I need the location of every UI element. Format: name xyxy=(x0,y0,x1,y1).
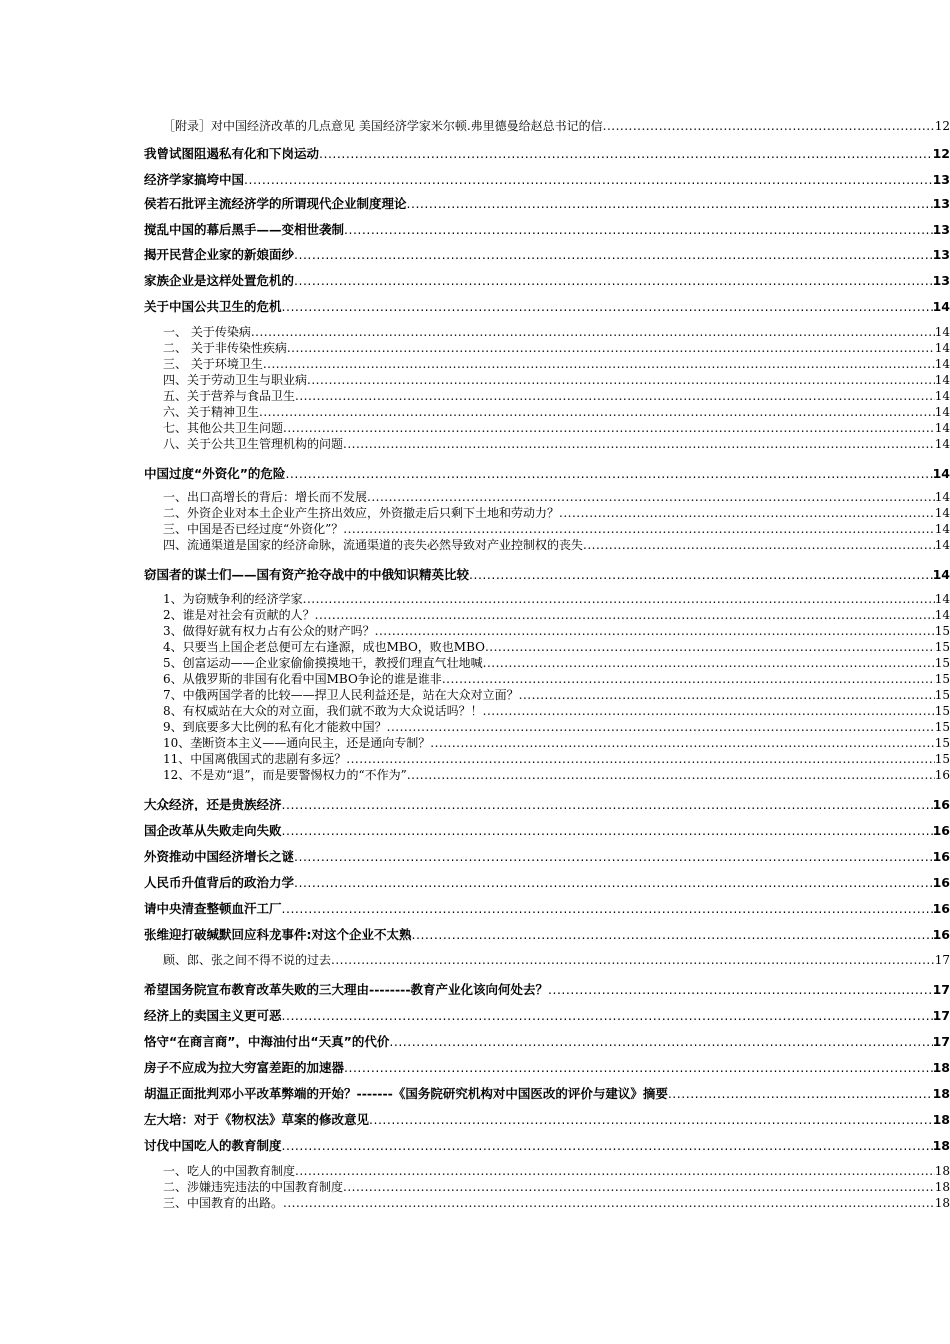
toc-page-number: 17 xyxy=(932,982,950,996)
dot-leader xyxy=(407,196,933,210)
dot-leader xyxy=(285,466,932,480)
toc-entry[interactable] xyxy=(144,271,950,287)
toc-entry[interactable] xyxy=(144,464,950,480)
dot-leader xyxy=(668,1086,933,1100)
dot-leader xyxy=(369,1112,933,1126)
toc-page-number: 15 xyxy=(934,672,950,686)
toc-page-number: 14 xyxy=(934,522,950,536)
toc-entry[interactable] xyxy=(144,194,950,210)
toc-entry-title: 二、 关于非传染性疾病 xyxy=(163,341,287,355)
toc-subentry[interactable] xyxy=(163,419,950,435)
toc-entry[interactable] xyxy=(144,795,950,811)
toc-entry[interactable] xyxy=(144,245,950,261)
toc-entry-title: 搅乱中国的幕后黑手——变相世袭制 xyxy=(144,222,345,236)
toc-entry-title: 恪守“在商言商”，中海油付出“天真”的代价 xyxy=(144,1034,390,1048)
dot-leader xyxy=(331,953,935,967)
toc-subentry[interactable] xyxy=(163,117,950,133)
dot-leader xyxy=(442,672,935,686)
dot-leader xyxy=(343,1180,935,1194)
dot-leader xyxy=(294,247,933,261)
toc-entry[interactable] xyxy=(144,821,950,837)
toc-entry-title: 讨伐中国吃人的教育制度 xyxy=(144,1138,282,1152)
dot-leader xyxy=(315,608,935,622)
toc-page-number: 15 xyxy=(934,704,950,718)
toc-subentry[interactable] xyxy=(163,670,950,686)
toc-page-number: 14 xyxy=(932,466,950,480)
toc-entry[interactable] xyxy=(144,1136,950,1152)
dot-leader xyxy=(295,389,935,403)
dot-leader xyxy=(343,522,934,536)
toc-page-number: 14 xyxy=(934,341,950,355)
dot-leader xyxy=(367,490,935,504)
toc-page-number: 14 xyxy=(934,506,950,520)
toc-entry-title: 二、外资企业对本土企业产生挤出效应，外资撤走后只剩下土地和劳动力？ xyxy=(163,506,560,520)
dot-leader xyxy=(282,299,933,313)
toc-entry-title: 请中央清查整顿血汗工厂 xyxy=(144,901,282,915)
toc-entry-title: 4、只要当上国企老总便可左右逢源，成也MBO，败也MBO xyxy=(163,640,485,654)
toc-page-number: 17 xyxy=(932,1034,950,1048)
toc-subentry[interactable] xyxy=(163,590,950,606)
dot-leader xyxy=(344,222,933,236)
toc-page-number: 16 xyxy=(932,823,950,837)
toc-page-number: 17 xyxy=(932,1008,950,1022)
toc-entry[interactable] xyxy=(144,873,950,889)
toc-entry[interactable] xyxy=(144,220,950,236)
toc-subentry[interactable] xyxy=(163,435,950,451)
toc-entry-title: 一、 关于传染病 xyxy=(163,325,251,339)
toc-page-number: 12 xyxy=(932,146,950,160)
dot-leader xyxy=(263,357,935,371)
toc-entry[interactable] xyxy=(144,170,950,186)
toc-page-number: 13 xyxy=(932,172,950,186)
dot-leader xyxy=(319,146,933,160)
toc-subentry[interactable] xyxy=(163,355,950,371)
toc-subentry[interactable] xyxy=(163,1178,950,1194)
toc-subentry[interactable] xyxy=(163,654,950,670)
toc-page-number: 12 xyxy=(934,119,950,133)
toc-subentry[interactable] xyxy=(163,1162,950,1178)
toc-entry-title: 揭开民营企业家的新娘面纱 xyxy=(144,247,295,261)
toc-entry[interactable] xyxy=(144,1084,950,1100)
toc-subentry[interactable] xyxy=(163,750,950,766)
dot-leader xyxy=(389,1034,932,1048)
toc-subentry[interactable] xyxy=(163,371,950,387)
toc-entry-title: 一、出口高增长的背后：增长而不发展 xyxy=(163,490,368,504)
dot-leader xyxy=(244,172,933,186)
toc-entry-title: 二、涉嫌违宪违法的中国教育制度 xyxy=(163,1180,344,1194)
toc-page-number: 18 xyxy=(932,1138,950,1152)
toc-entry-title: 人民币升值背后的政治力学 xyxy=(144,875,295,889)
toc-entry-title: 三、中国是否已经过度“外资化”？ xyxy=(163,522,344,536)
toc-entry-title: 3、做得好就有权力占有公众的财产吗？ xyxy=(163,624,375,638)
dot-leader xyxy=(251,325,935,339)
toc-page-number: 14 xyxy=(934,405,950,419)
dot-leader xyxy=(282,797,933,811)
toc-entry-title: 四、关于劳动卫生与职业病 xyxy=(163,373,308,387)
toc-entry-title: 1、为窃贼争利的经济学家 xyxy=(163,592,303,606)
toc-subentry[interactable] xyxy=(163,951,950,967)
toc-page-number: 14 xyxy=(934,538,950,552)
toc-page-number: 16 xyxy=(934,768,950,782)
dot-leader xyxy=(387,720,935,734)
toc-entry-title: 顾、郎、张之间不得不说的过去 xyxy=(163,953,332,967)
toc-entry-title: 胡温正面批判邓小平改革弊端的开始？-------《国务院研究机构对中国医改的评价与建议》摘要 xyxy=(144,1086,668,1100)
dot-leader xyxy=(469,567,933,581)
dot-leader xyxy=(287,341,935,355)
toc-entry[interactable] xyxy=(144,1058,950,1074)
toc-entry[interactable] xyxy=(144,1032,950,1048)
toc-subentry[interactable] xyxy=(163,520,950,536)
dot-leader xyxy=(603,119,935,133)
dot-leader xyxy=(346,752,934,766)
toc-entry-title: 12、不是劝“退”，而是要警惕权力的“不作为” xyxy=(163,768,407,782)
toc-page-number: 16 xyxy=(932,849,950,863)
toc-page-number: 15 xyxy=(934,752,950,766)
dot-leader xyxy=(483,704,935,718)
dot-leader xyxy=(519,688,935,702)
dot-leader xyxy=(295,1164,935,1178)
toc-page-number: 14 xyxy=(934,608,950,622)
toc-entry-title: ［附录］对中国经济改革的几点意见 美国经济学家米尔顿.弗里德曼给赵总书记的信 xyxy=(163,119,603,133)
toc-subentry[interactable] xyxy=(163,1194,950,1210)
dot-leader xyxy=(282,1008,933,1022)
dot-leader xyxy=(407,768,935,782)
toc-page-number: 18 xyxy=(932,1060,950,1074)
toc-page-number: 14 xyxy=(932,567,950,581)
toc-entry-title: 四、流通渠道是国家的经济命脉，流通渠道的丧失必然导致对产业控制权的丧失 xyxy=(163,538,584,552)
toc-entry-title: 大众经济，还是贵族经济 xyxy=(144,797,282,811)
toc-entry-title: 七、其他公共卫生问题 xyxy=(163,421,284,435)
toc-page-number: 16 xyxy=(932,927,950,941)
toc-subentry[interactable] xyxy=(163,403,950,419)
toc-subentry[interactable] xyxy=(163,734,950,750)
toc-entry-title: 三、 关于环境卫生 xyxy=(163,357,263,371)
toc-entry-title: 张维迎打破缄默回应科龙事件:对这个企业不太熟 xyxy=(144,927,412,941)
toc-entry-title: 8、有权威站在大众的对立面，我们就不敢为大众说话吗？！ xyxy=(163,704,483,718)
toc-entry-title: 六、关于精神卫生 xyxy=(163,405,260,419)
dot-leader xyxy=(283,1196,935,1210)
toc-entry-title: 窃国者的谋士们——国有资产抢夺战中的中俄知识精英比较 xyxy=(144,567,470,581)
toc-subentry[interactable] xyxy=(163,718,950,734)
toc-entry-title: 关于中国公共卫生的危机 xyxy=(144,299,282,313)
toc-page-number: 14 xyxy=(934,592,950,606)
toc-entry-title: 7、中俄两国学者的比较——捍卫人民利益还是，站在大众对立面？ xyxy=(163,688,519,702)
dot-leader xyxy=(294,273,933,287)
toc-entry[interactable] xyxy=(144,297,950,313)
dot-leader xyxy=(559,506,935,520)
toc-entry-title: 侯若石批评主流经济学的所谓现代企业制度理论 xyxy=(144,196,407,210)
dot-leader xyxy=(282,823,933,837)
toc-entry-title: 11、中国离俄国式的悲剧有多远？ xyxy=(163,752,347,766)
toc-entry-title: 外资推动中国经济增长之谜 xyxy=(144,849,295,863)
toc-subentry[interactable] xyxy=(163,638,950,654)
toc-subentry[interactable] xyxy=(163,606,950,622)
dot-leader xyxy=(344,1060,933,1074)
toc-entry-title: 5、创富运动——企业家偷偷摸摸地干，教授们理直气壮地喊 xyxy=(163,656,483,670)
toc-subentry[interactable] xyxy=(163,702,950,718)
toc-page-number: 15 xyxy=(934,640,950,654)
toc-page-number: 18 xyxy=(934,1196,950,1210)
toc-entry-title: 10、垄断资本主义——通向民主，还是通向专制？ xyxy=(163,736,431,750)
toc-subentry[interactable] xyxy=(163,488,950,504)
dot-leader xyxy=(283,421,935,435)
toc-page-number: 17 xyxy=(934,953,950,967)
toc-page-number: 13 xyxy=(932,247,950,261)
toc-entry[interactable] xyxy=(144,899,950,915)
dot-leader xyxy=(375,624,935,638)
toc-page-number: 15 xyxy=(934,656,950,670)
toc-entry-title: 三、中国教育的出路。 xyxy=(163,1196,284,1210)
toc-entry-title: 家族企业是这样处置危机的 xyxy=(144,273,295,287)
dot-leader xyxy=(343,437,935,451)
dot-leader xyxy=(282,901,933,915)
toc-entry-title: 国企改革从失败走向失败 xyxy=(144,823,282,837)
toc-page-number: 13 xyxy=(932,273,950,287)
dot-leader xyxy=(483,656,935,670)
toc-entry[interactable] xyxy=(144,925,950,941)
dot-leader xyxy=(294,849,933,863)
toc-entry-title: 房子不应成为拉大穷富差距的加速器 xyxy=(144,1060,345,1074)
toc-subentry[interactable] xyxy=(163,339,950,355)
toc-entry-title: 9、到底要多大比例的私有化才能救中国？ xyxy=(163,720,387,734)
dot-leader xyxy=(548,982,933,996)
toc-entry[interactable] xyxy=(144,1110,950,1126)
toc-page-number: 14 xyxy=(934,437,950,451)
toc-page-number: 14 xyxy=(934,490,950,504)
toc-subentry[interactable] xyxy=(163,766,950,782)
dot-leader xyxy=(307,373,935,387)
toc-page-number: 15 xyxy=(934,720,950,734)
toc-page-number: 16 xyxy=(932,901,950,915)
dot-leader xyxy=(303,592,935,606)
toc-subentry[interactable] xyxy=(163,536,950,552)
toc-entry-title: 八、关于公共卫生管理机构的问题 xyxy=(163,437,344,451)
toc-entry[interactable] xyxy=(144,565,950,581)
toc-entry-title: 经济上的卖国主义更可恶 xyxy=(144,1008,282,1022)
toc-entry-title: 五、关于营养与食品卫生 xyxy=(163,389,296,403)
toc-page-number: 14 xyxy=(934,325,950,339)
toc-page-number: 13 xyxy=(932,222,950,236)
toc-page-number: 18 xyxy=(934,1180,950,1194)
dot-leader xyxy=(259,405,935,419)
dot-leader xyxy=(412,927,933,941)
toc-page-number: 15 xyxy=(934,624,950,638)
toc-entry[interactable] xyxy=(144,847,950,863)
toc-entry-title: 希望国务院宣布教育改革失败的三大理由--------教育产业化该向何处去？ xyxy=(144,982,549,996)
dot-leader xyxy=(430,736,934,750)
toc-page-number: 18 xyxy=(932,1086,950,1100)
toc-entry[interactable] xyxy=(144,980,950,996)
toc-page-number: 14 xyxy=(934,373,950,387)
toc-subentry[interactable] xyxy=(163,504,950,520)
dot-leader xyxy=(485,640,935,654)
toc-entry-title: 我曾试图阻遏私有化和下岗运动 xyxy=(144,146,320,160)
toc-subentry[interactable] xyxy=(163,323,950,339)
dot-leader xyxy=(583,538,935,552)
toc-subentry[interactable] xyxy=(163,686,950,702)
toc-page-number: 16 xyxy=(932,875,950,889)
toc-page-number: 14 xyxy=(934,357,950,371)
toc-entry-title: 中国过度“外资化”的危险 xyxy=(144,466,286,480)
toc-page-number: 14 xyxy=(934,389,950,403)
toc-page-number: 15 xyxy=(934,688,950,702)
toc-page-number: 16 xyxy=(932,797,950,811)
toc-entry[interactable] xyxy=(144,1006,950,1022)
toc-page-number: 13 xyxy=(932,196,950,210)
toc-entry-title: 经济学家搞垮中国 xyxy=(144,172,245,186)
toc-subentry[interactable] xyxy=(163,387,950,403)
toc-entry-title: 一、吃人的中国教育制度 xyxy=(163,1164,296,1178)
toc-page-number: 18 xyxy=(932,1112,950,1126)
toc-entry-title: 2、谁是对社会有贡献的人？ xyxy=(163,608,315,622)
toc-page-number: 14 xyxy=(934,421,950,435)
toc-page-number: 15 xyxy=(934,736,950,750)
toc-page-number: 14 xyxy=(932,299,950,313)
dot-leader xyxy=(282,1138,933,1152)
toc-page-number: 18 xyxy=(934,1164,950,1178)
toc-subentry[interactable] xyxy=(163,622,950,638)
dot-leader xyxy=(294,875,933,889)
toc-entry[interactable] xyxy=(144,144,950,160)
toc-entry-title: 6、从俄罗斯的非国有化看中国MBO争论的谁是谁非 xyxy=(163,672,442,686)
toc-entry-title: 左大培：对于《物权法》草案的修改意见 xyxy=(144,1112,370,1126)
